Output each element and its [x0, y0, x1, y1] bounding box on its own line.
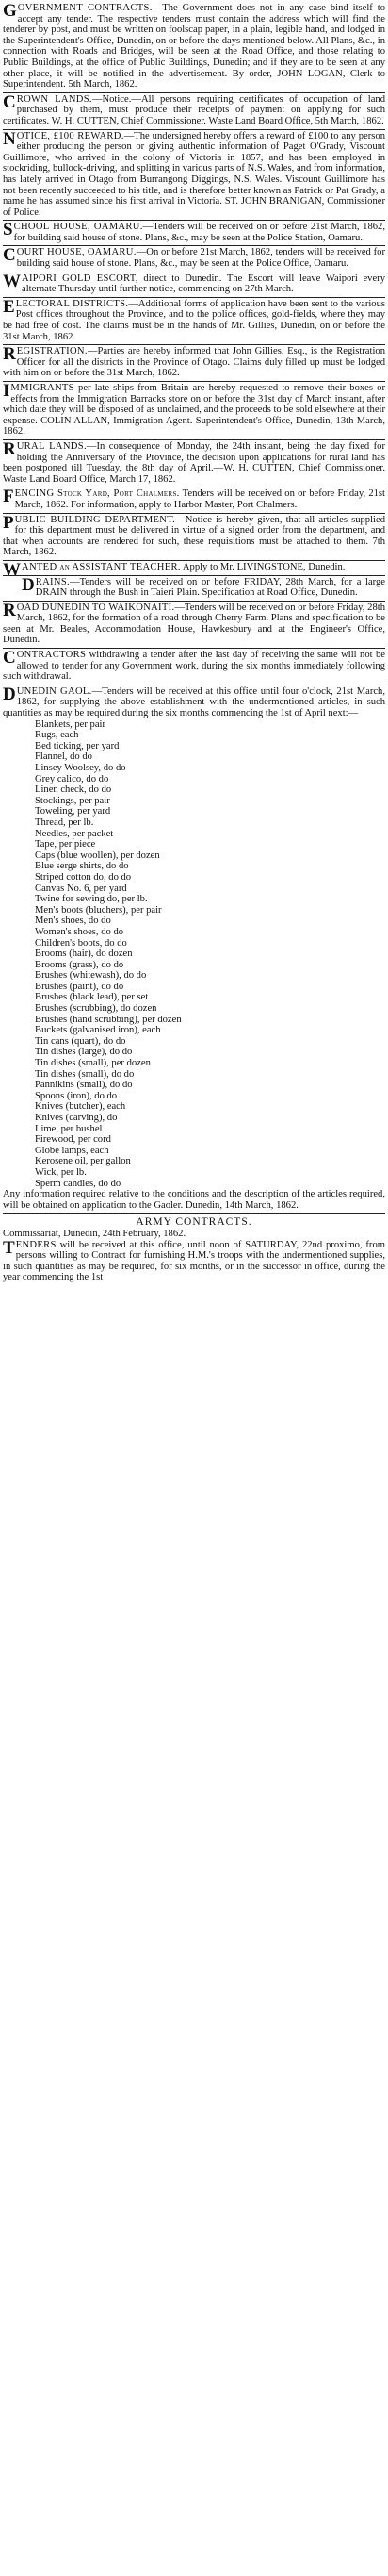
- notice-heading: ROWN LANDS.: [16, 93, 92, 105]
- notice-text: [3, 512, 385, 558]
- notice-heading: UBLIC BUILDING DEPARTMENT.: [14, 514, 176, 525]
- notice-heading: OTICE, £100 REWARD.: [16, 130, 124, 141]
- drop-cap: F: [3, 487, 14, 507]
- notice-body: will be received at this office, until noon of SATURDAY, 22nd proximo, from persons willing to Contract for furnishing H.M.'s troops with the undermentioned supplies, in such quantities as may be required, for six months, or in the successor in office, during the year commencing the 1st: [3, 1239, 385, 1283]
- gaol-item: Tin dishes (small), per dozen: [35, 1058, 151, 1069]
- gaol-item: Needles, per packet: [35, 828, 114, 839]
- notice-reward: [3, 130, 385, 222]
- notice-wanted-teacher: [3, 559, 385, 580]
- gaol-item: Caps (blue woollen), per dozen: [35, 850, 160, 861]
- notice-body: —Tenders will be received at this office until four o'clock, 21st March, 1862, for supplying the above establishment with the undermentioned articles, in such quantities as may be required during the six months commencing the 1st of April next:—: [3, 685, 385, 719]
- drop-cap: N: [3, 128, 16, 149]
- notice-government-contracts: [3, 2, 385, 93]
- gaol-item: Linsey Woolsey, do do: [35, 763, 126, 773]
- notice-road-waikonaiti: [3, 602, 385, 649]
- notice-heading: OVERNMENT CONTRACTS.: [17, 3, 153, 13]
- notice-contractors: [3, 649, 385, 685]
- notice-rural-lands: [3, 440, 385, 487]
- notice-text: [3, 574, 385, 599]
- gaol-item: Women's shoes, do do: [35, 926, 124, 937]
- drop-cap: D: [3, 684, 16, 704]
- gaol-item: Tin cans (quart), do do: [35, 1035, 126, 1047]
- notice-body: —Tenders will be received on or before 21st March, 1862, for building said house of stone. Plans, &c., may be seen at the Police Station, Oamaru.: [13, 222, 385, 243]
- gaol-item: Knives (carving), do: [35, 1113, 118, 1123]
- notice-text: [3, 3, 385, 91]
- gaol-item: Brushes (whitewash), do do: [35, 970, 147, 982]
- gaol-item: Grey calico, do do: [35, 773, 109, 784]
- gaol-item: Brooms (grass), do do: [35, 959, 124, 970]
- drop-cap: C: [3, 91, 16, 112]
- notice-text: [3, 650, 385, 683]
- notice-immigrants: [3, 382, 385, 440]
- notice-heading: CHOOL HOUSE, OAMARU.: [13, 222, 143, 233]
- drop-cap: S: [3, 220, 13, 240]
- notice-heading: ENDERS: [15, 1239, 57, 1250]
- notice-text: [3, 91, 385, 127]
- notice-text: [3, 488, 385, 510]
- notice-heading: AIPORI GOLD ESCORT,: [22, 272, 138, 284]
- notice-public-building: [3, 514, 385, 561]
- notice-heading: EGISTRATION.: [16, 346, 88, 357]
- gaol-item: Twine for sewing do, per lb.: [35, 894, 148, 905]
- notice-body: —Notice.—All persons requiring certificates of occupation of land purchased by them, must produce their receipts of payment on applying for such certificates. W. H. CUTTEN, Chief Commissioner. Waste Land Board Office, 5th March, 1862.: [3, 93, 385, 126]
- gaol-item: Flannel, do do: [35, 751, 92, 763]
- drop-cap: R: [3, 344, 16, 365]
- drop-cap: D: [22, 574, 35, 595]
- drop-cap: E: [3, 296, 15, 317]
- drop-cap: R: [3, 438, 16, 459]
- gaol-item: Kerosene oil, per gallon: [35, 1156, 131, 1167]
- drop-cap: R: [3, 600, 16, 620]
- drop-cap: C: [3, 245, 16, 266]
- notice-body: —Tenders will be received on or before Friday, 28th March, 1862, for the formation of a road through Cherry Farm. Plans and specification to be seen at Mr. Beales, Accommodation House, Hawkesbury and at the Engineer's Office, Dunedin.: [3, 602, 386, 646]
- notice-body: —Tenders will be received on or before FRIDAY, 28th March, for a large DRAIN through the Bush in Taieri Plain. Specification at Road Office, Dunedin.: [35, 576, 385, 599]
- gaol-item: Rugs, each: [35, 730, 79, 741]
- notice-electoral-districts: [3, 298, 385, 345]
- gaol-item: Tin dishes (small), do do: [35, 1068, 135, 1080]
- gaol-item: Brushes (hand scrubbing), per dozen: [35, 1014, 182, 1025]
- army-dateline: Commissariat, Dunedin, 24th February, 1862.: [3, 1228, 186, 1239]
- notice-text: [3, 346, 385, 379]
- gaol-item: Blue serge shirts, do do: [35, 861, 129, 872]
- gaol-item: Linen check, do do: [35, 784, 112, 796]
- notice-text: [3, 600, 386, 646]
- notice-fencing: [3, 487, 385, 513]
- drop-cap: W: [3, 271, 21, 291]
- notice-body: —Additional forms of application have been sent to the various Post offices throughout the Province, and to the police offices, gold-fields, where they may be had free of cost. The claims must be in the hands of Mr. Gillies, Dunedin, on or before the 31st March, 1862.: [3, 298, 386, 342]
- notice-text: [3, 1237, 385, 1283]
- gaol-item: Globe lamps, each: [35, 1145, 109, 1156]
- notice-heading: LECTORAL DISTRICTS.: [15, 298, 129, 309]
- gaol-item: Brushes (scrubbing), do dozen: [35, 1003, 157, 1015]
- drop-cap: G: [3, 1, 17, 21]
- notice-body: —The Government does not in any case bind itself to accept any tender. The respective tenders must contain the address which will find the tenderer by post, and must be written on foolscap paper, in a plain, legible hand, and lodged in the Superintendent's Office, Dunedin, on or before the days mentioned below. All Plans, &c., in connection with Roads and Bridges, will be seen at the Road Office, and those relating to Public Buildings, at the office of Public Buildings, Dunedin; and if they are to be seen at any other place, it will be notified in the advertisement. By order, JOHN LOGAN, Clerk to Superintendent. 5th March, 1862.: [3, 3, 385, 91]
- notice-registration: [3, 345, 385, 382]
- notice-body: Tenders will be received on or before Friday, 21st March, 1862. For information, apply to Harbor Master, Port Chalmers.: [14, 488, 385, 510]
- gaol-item: Wick, per lb.: [35, 1166, 87, 1178]
- notice-court-house-oamaru: [3, 246, 385, 272]
- notice-school-house-oamaru: [3, 221, 385, 246]
- gaol-item: Spoons (iron), do do: [35, 1090, 118, 1101]
- gaol-item: Lime, per bushel: [35, 1123, 103, 1134]
- notice-text: [3, 128, 385, 219]
- notice-heading: ONTRACTORS: [16, 650, 87, 661]
- notice-body: Apply to Mr. LIVINGSTONE, Dunedin.: [180, 561, 346, 572]
- army-title: ARMY CONTRACTS.: [136, 1216, 252, 1229]
- gaol-item: Pannikins (small), do do: [35, 1080, 133, 1091]
- notice-crown-lands: [3, 93, 385, 130]
- drop-cap: P: [3, 512, 14, 533]
- notice-text: [3, 383, 385, 438]
- notice-dunedin-gaol: [3, 685, 385, 1214]
- notice-heading: MMIGRANTS: [10, 383, 74, 393]
- gaol-item: Bed ticking, per yard: [35, 740, 120, 751]
- notice-army-contracts: [3, 1214, 385, 1285]
- notice-heading: ANTED an ASSISTANT TEACHER.: [22, 561, 181, 572]
- notice-text: [3, 686, 385, 719]
- gaol-item: Striped cotton do, do do: [35, 871, 132, 883]
- gaol-item: Buckets (galvanised iron), each: [35, 1025, 161, 1036]
- gaol-item: Canvas No. 6, per yard: [35, 883, 127, 894]
- notice-body: —Notice is hereby given, that all articles supplied for this department must be delivered in virtue of a signed order from the department, and that when accounts are rendered for such, these requisitions must be attached to them. 7th March, 1862.: [3, 514, 385, 558]
- notice-body: —The undersigned hereby offers a reward of £100 to any person either producing the person or giving authentic information of Paget O'Grady, Viscount Guillimore, who arrived in the colony of Victoria in 1857, and has been employed in stockriding, bullock-driving, and splitting in various parts of N.S. Wales, and from information, has lately arrived in Otago from Burrangong Diggings, N.S. Wales. Viscount Guillimore has not been recently succeeded to his title, and is therefore better known as Patrick or Pat Grady, a name he has assumed since his first arrival in Victoria. ST. JOHN BRANIGAN, Commissioner of Police.: [3, 130, 385, 218]
- notice-waipori-escort: [3, 272, 385, 298]
- gaol-item: Thread, per lb.: [35, 817, 94, 828]
- gaol-item: Tin dishes (large), do do: [35, 1047, 133, 1058]
- gaol-items-list: [3, 719, 385, 1190]
- gaol-item: Stockings, per pair: [35, 795, 110, 806]
- drop-cap: I: [3, 381, 10, 401]
- gaol-outro: Any information required relative to the conditions and the description of the articles required, will be obtained on application to the Gaoler. Dunedin, 14th March, 1862.: [3, 1189, 385, 1211]
- notice-body: —In consequence of Monday, the 24th instant, being the day fixed for holding the Anniversary of the Province, the decision upon applications for rural land has been postponed till Tuesday, the 8th day of April.—W. H. CUTTEN, Chief Commissioner. Waste Land Board Office, March 17, 1862.: [3, 440, 385, 485]
- gaol-item: Children's boots, do do: [35, 937, 127, 949]
- notice-text: [3, 438, 385, 485]
- gaol-item: Sperm candles, do do: [35, 1178, 121, 1189]
- gaol-item: Men's boots (bluchers), per pair: [35, 904, 162, 916]
- notice-heading: RAINS.: [35, 576, 70, 587]
- drop-cap: C: [3, 648, 16, 669]
- drop-cap: T: [3, 1237, 15, 1258]
- notice-body: withdrawing a tender after the last day of receiving the same will not be allowed to tender for any Government work, during the six months immediately following such withdrawal.: [3, 650, 385, 683]
- gaol-item: Brushes (black lead), per set: [35, 992, 149, 1003]
- gaol-item: Knives (butcher), each: [35, 1101, 126, 1113]
- notice-text: [3, 247, 385, 269]
- notice-text: [3, 222, 385, 243]
- gaol-item: Blankets, per pair: [35, 718, 106, 730]
- gaol-item: Firewood, per cord: [35, 1134, 111, 1146]
- notice-heading: OURT HOUSE, OAMARU.: [16, 247, 137, 258]
- notice-heading: URAL LANDS.: [16, 440, 87, 452]
- gaol-item: Men's shoes, do do: [35, 916, 111, 927]
- notice-body: —Parties are hereby informed that John Gillies, Esq., is the Registration Officer for all the districts in the Province of Otago. Claims duly filled up must be lodged with him on or before the 31st March, 1862.: [3, 346, 385, 379]
- drop-cap: W: [3, 559, 21, 580]
- notice-drains: [3, 576, 385, 602]
- notice-heading: ENCING Stock Yard, Port Chalmers.: [14, 488, 180, 500]
- notice-body: —On or before 21st March, 1862, tenders will be received for building said house of stone. Plans, &c., may be seen at the Police Office, Oamaru.: [16, 247, 385, 270]
- notice-text: [3, 273, 385, 295]
- gaol-item: Tape, per piece: [35, 839, 96, 850]
- gaol-item: Toweling, per yard: [35, 806, 111, 817]
- notice-text: [3, 296, 386, 342]
- gaol-item: Brooms (hair), do dozen: [35, 949, 133, 960]
- notice-body: direct to Dunedin. The Escort will leave Waipori every alternate Thursday until further notice, commencing on 27th March.: [22, 272, 386, 295]
- notice-heading: OAD DUNEDIN TO WAIKONAITI.: [16, 602, 175, 613]
- notice-text: [3, 559, 385, 580]
- notice-heading: UNEDIN GAOL.: [16, 685, 92, 697]
- gaol-item: Brushes (paint), do do: [35, 981, 124, 992]
- notice-body: per late ships from Britain are hereby requested to remove their boxes or effects from the Immigration Barracks store on or before the 31st day of March instant, after which date they will be disposed of as unclaimed, and the proceeds to be sold elsewhere at their expense. COLIN ALLAN, Immigration Agent. Superintendent's Office, Dunedin, 13th March, 1862.: [3, 383, 385, 438]
